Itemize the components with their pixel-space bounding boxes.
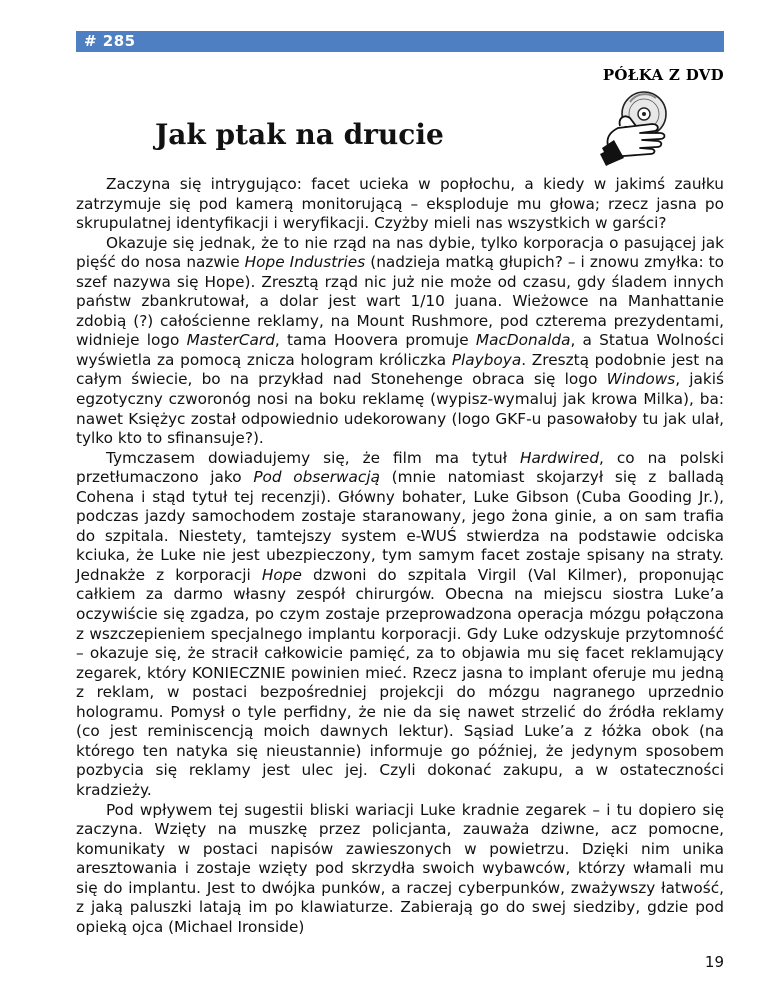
article-paragraph [76,449,724,801]
italic-title-text: MacDonalda [475,331,571,350]
italic-title-text: Windows [606,370,676,389]
italic-title-text: Hardwired [520,448,600,467]
italic-title-text: Hope Industries [244,253,366,272]
paragraph-text: Zaczyna się intrygująco: facet ucieka w popłochu, a kiedy w jakimś zaułku zatrzymuje się pod kamerą monitorującą – eksploduje mu głowa; rzecz jasna po skrupulatnej identyfikacji i weryfikacji. Czyżby mieli nas wszystkich w garści? [76,175,724,233]
paragraph-text: Tymczasem dowiadujemy się, że film ma tytuł [106,448,520,467]
paragraph-text: , jakiś egzotyczny czworonóg nosi na boku reklamę (wypisz-wymaluj jak krowa Milka), ba: nawet Księżyc został odpowiednio udekorowany (logo GKF-u pasowałoby tu jak ulał, tylko kto to sfinansuje?). [76,370,724,448]
article-paragraph [76,801,724,938]
article-paragraph [76,234,724,449]
paragraph-text: , tama Hoovera promuje [274,331,476,350]
paragraph-text: Pod wpływem tej sugestii bliski wariacji Luke kradnie zegarek – i tu dopiero się zaczyna. Wzięty na muszkę przez policjanta, zauważa dziwne, acz pomocne, komunikaty w postaci napisów zawieszonych w powietrzu. Dzięki nim unika aresztowania i zostaje wzięty pod skrzydła swoich wybawców, którzy włamali mu się do implantu. Jest to dwójka punków, a raczej cyberpunków, zważywszy łatwość, z jaką paluszki latają im po klawiaturze. Zabierają go do swej siedziby, gdzie pod opieką ojca (Michael Ironside) [76,800,724,936]
dvd-hand-icon [600,88,674,166]
page-number: 19 [704,953,724,971]
paragraph-text: (nadzieja matką głupich? – i znowu zmyłka: to szef nazywa się Hope). Zresztą rząd nic już nie może od czasu, gdy śladem innych państw zbankrutował, a dolar jest wart 1/10 juana. Wieżowce na Manhattanie zdobią (?) całościenne reklamy, na Mount Rushmore, pod czterema prezydentami, widnieje logo [76,253,725,350]
paragraph-text: dzwoni do szpitala Virgil (Val Kilmer), proponując całkiem za darmo własny zespół chirurgów. Obecna na miejscu siostra Luke’a oczywiście się zgadza, po czym zostaje przeprowadzona operacja mózgu połączona z wszczepieniem specjalnego implantu korporacji. Gdy Luke odzyskuje przytomność – okazuje się, że stracił całkowicie pamięć, za to objawia mu się facet reklamujący zegarek, który KONIECZNIE powinien mieć. Rzecz jasna to implant oferuje mu jedną z reklam, w postaci bezpośredniej projekcji do mózgu nagranego uprzednio hologramu. Pomysł o tyle perfidny, że nie da się nawet strzelić do źródła reklamy (co jest reminiscencją moich dawnych lektur). Sąsiad Luke’a z łóżka obok (na którego ten natyka się nieustannie) informuje go później, że jedynym sposobem pozbycia się reklamy jest ulec jej. Czyli dokonać zakupu, a w ostateczności kradzieży. [76,565,724,799]
paragraph-text: , a Statua Wolności wyświetla za pomocą znicza hologram króliczka [76,331,725,369]
header-bar [76,31,724,52]
paragraph-text: Okazuje się jednak, że to nie rząd na nas dybie, tylko korporacja o pasującej jak pięść do nosa nazwie [76,233,724,272]
italic-title-text: Pod obserwacją [253,468,380,487]
article-body [76,175,724,937]
paragraph-text: (mnie natomiast skojarzył się z balladą Cohena i stąd tytuł tej recenzji). Główny bohater, Luke Gibson (Cuba Gooding Jr.), podczas jazdy samochodem zostaje staranowany, jego żona ginie, a on sam trafia do szpitala. Niestety, tamtejszy system e-WUŚ stwierdza na podstawie odciska kciuka, że Luke nie jest ubezpieczony, tym samym facet zostaje spisany na straty. Jednakże z korporacji [76,468,724,584]
issue-number: # 285 [84,32,136,50]
italic-title-text: Playboya [451,350,522,369]
paragraph-text: , co na polski przetłumaczono jako [76,448,725,487]
paragraph-text: . Zresztą podobnie jest na całym świecie, bo na przykład nad Stonehenge obraca się logo [76,350,724,389]
article-paragraph [76,175,724,234]
italic-title-text: MasterCard [186,331,275,350]
italic-title-text: Hope [261,565,302,584]
section-label: PÓŁKA Z DVD [602,66,724,84]
article-title: Jak ptak na drucie [155,118,444,151]
